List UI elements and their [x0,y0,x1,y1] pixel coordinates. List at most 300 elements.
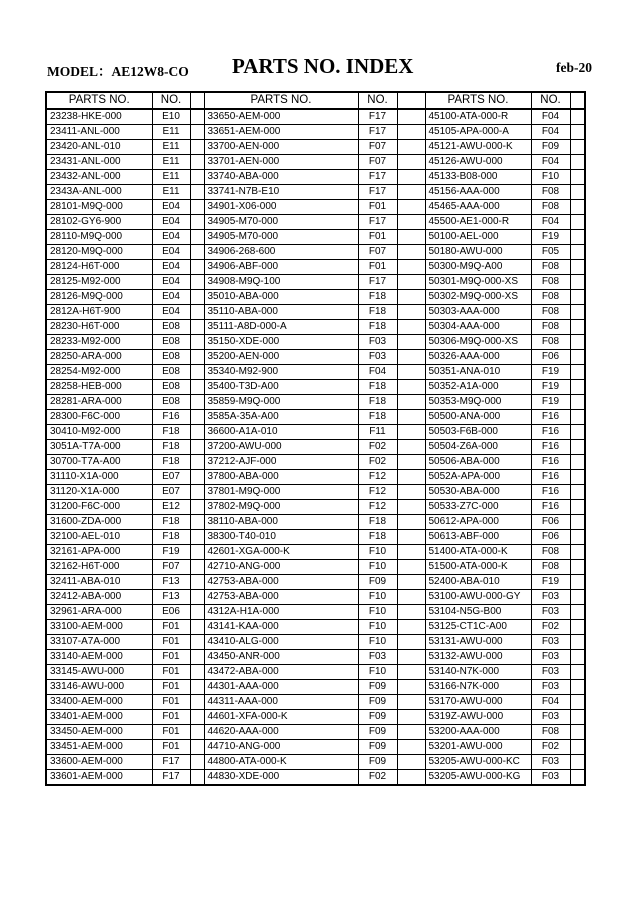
part-number-cell: 50503-F6B-000 [425,425,531,440]
spacer-cell [570,575,585,590]
spacer-cell [570,125,585,140]
model-label: MODEL：AE12W8-CO [47,64,189,79]
spacer-cell [397,290,425,305]
page-ref-cell: F09 [358,740,397,755]
part-number-cell: 34901-X06-000 [204,200,358,215]
page-ref-cell: F12 [358,500,397,515]
part-number-cell: 37200-AWU-000 [204,440,358,455]
page-ref-cell: F07 [152,560,190,575]
part-number-cell: 50100-AEL-000 [425,230,531,245]
spacer-cell [190,590,204,605]
page-ref-cell: F18 [358,515,397,530]
page-ref-cell: F10 [358,560,397,575]
page-ref-cell: F16 [531,410,570,425]
spacer-cell [190,530,204,545]
spacer-cell [190,605,204,620]
spacer-cell [397,545,425,560]
spacer-cell [570,455,585,470]
spacer-cell [397,109,425,125]
part-number-cell: 23431-ANL-000 [46,155,152,170]
part-number-cell: 50303-AAA-000 [425,305,531,320]
page-ref-cell: F06 [531,530,570,545]
part-number-cell: 32162-H6T-000 [46,560,152,575]
spacer-cell [397,530,425,545]
part-number-cell: 45133-B08-000 [425,170,531,185]
table-row [46,530,585,545]
spacer-cell [397,425,425,440]
page-ref-cell: F10 [531,170,570,185]
part-number-cell: 32411-ABA-010 [46,575,152,590]
spacer-cell [397,485,425,500]
page-ref-cell: F08 [531,185,570,200]
spacer-cell [570,470,585,485]
table-row [46,335,585,350]
part-number-cell: 33650-AEM-000 [204,109,358,125]
spacer-cell [570,425,585,440]
part-number-cell: 45500-AE1-000-R [425,215,531,230]
page-ref-cell: F09 [531,140,570,155]
page-ref-cell: F06 [531,515,570,530]
column-header-no: NO. [358,92,397,109]
part-number-cell: 30410-M92-000 [46,425,152,440]
spacer-cell [190,200,204,215]
part-number-cell: 35859-M9Q-000 [204,395,358,410]
spacer-cell [397,320,425,335]
spacer-cell [397,140,425,155]
page-ref-cell: F18 [358,410,397,425]
part-number-cell: 33451-AEM-000 [46,740,152,755]
part-number-cell: 50304-AAA-000 [425,320,531,335]
spacer-cell [397,560,425,575]
spacer-cell [397,245,425,260]
page-ref-cell: F03 [531,770,570,786]
page-ref-cell: F09 [358,695,397,710]
spacer-cell [570,605,585,620]
page-ref-cell: F02 [358,770,397,786]
part-number-cell: 43141-KAA-000 [204,620,358,635]
spacer-cell [570,770,585,786]
page-ref-cell: F18 [152,530,190,545]
table-row [46,275,585,290]
spacer-cell [397,410,425,425]
page-ref-cell: F03 [531,605,570,620]
page-ref-cell: E08 [152,365,190,380]
part-number-cell: 35200-AEN-000 [204,350,358,365]
table-row [46,755,585,770]
table-row [46,260,585,275]
spacer-cell [190,230,204,245]
parts-index-table [45,91,586,786]
spacer-cell [397,575,425,590]
page-ref-cell: F17 [152,755,190,770]
page-ref-cell: E11 [152,185,190,200]
page-ref-cell: F10 [358,665,397,680]
table-row [46,650,585,665]
part-number-cell: 35110-ABA-000 [204,305,358,320]
spacer-cell [397,755,425,770]
table-row [46,590,585,605]
page-ref-cell: F11 [358,425,397,440]
part-number-cell: 51500-ATA-000-K [425,560,531,575]
page-title: PARTS NO. INDEX [232,54,414,78]
spacer-cell [190,500,204,515]
part-number-cell: 50300-M9Q-A00 [425,260,531,275]
table-row [46,140,585,155]
page-ref-cell: F10 [358,590,397,605]
spacer-cell [570,710,585,725]
spacer-cell [190,665,204,680]
page-ref-cell: E08 [152,395,190,410]
page-ref-cell: E11 [152,170,190,185]
spacer-cell [397,500,425,515]
spacer-cell [397,665,425,680]
part-number-cell: 31600-ZDA-000 [46,515,152,530]
part-number-cell: 23420-ANL-010 [46,140,152,155]
part-number-cell: 36600-A1A-010 [204,425,358,440]
page-ref-cell: F16 [531,500,570,515]
page-ref-cell: F09 [358,680,397,695]
page-ref-cell: F02 [358,440,397,455]
part-number-cell: 53170-AWU-000 [425,695,531,710]
page-ref-cell: E08 [152,320,190,335]
spacer-cell [190,260,204,275]
table-row [46,170,585,185]
table-row [46,710,585,725]
part-number-cell: 4312A-H1A-000 [204,605,358,620]
page-ref-cell: F18 [152,455,190,470]
table-row [46,770,585,786]
table-row [46,635,585,650]
spacer-cell [397,215,425,230]
spacer-cell [190,695,204,710]
part-number-cell: 43472-ABA-000 [204,665,358,680]
page-ref-cell: E08 [152,335,190,350]
spacer-cell [397,365,425,380]
part-number-cell: 34906-ABF-000 [204,260,358,275]
part-number-cell: 53205-AWU-000-KG [425,770,531,786]
spacer-cell [570,440,585,455]
spacer-cell [190,680,204,695]
spacer-cell [397,470,425,485]
page-header [0,0,638,95]
page-ref-cell: F03 [531,680,570,695]
part-number-cell: 50533-Z7C-000 [425,500,531,515]
page-ref-cell: F09 [358,755,397,770]
spacer-cell [570,380,585,395]
column-header-parts-no: PARTS NO. [46,92,152,109]
table-row [46,215,585,230]
part-number-cell: 51400-ATA-000-K [425,545,531,560]
spacer-cell [570,140,585,155]
part-number-cell: 2343A-ANL-000 [46,185,152,200]
page-ref-cell: F19 [531,395,570,410]
spacer-cell [190,185,204,200]
part-number-cell: 33140-AEM-000 [46,650,152,665]
page-ref-cell: F01 [358,230,397,245]
part-number-cell: 53100-AWU-000-GY [425,590,531,605]
spacer-cell [190,545,204,560]
part-number-cell: 53201-AWU-000 [425,740,531,755]
page-ref-cell: F04 [531,155,570,170]
part-number-cell: 32961-ARA-000 [46,605,152,620]
table-row [46,305,585,320]
date-label: feb-20 [556,60,592,75]
page-ref-cell: F01 [152,620,190,635]
part-number-cell: 28230-H6T-000 [46,320,152,335]
table-row [46,515,585,530]
page-ref-cell: F03 [358,650,397,665]
part-number-cell: 28124-H6T-000 [46,260,152,275]
part-number-cell: 33145-AWU-000 [46,665,152,680]
part-number-cell: 3051A-T7A-000 [46,440,152,455]
spacer-cell [397,260,425,275]
spacer-cell [570,335,585,350]
part-number-cell: 33601-AEM-000 [46,770,152,786]
spacer-cell [397,605,425,620]
spacer-cell [570,290,585,305]
part-number-cell: 2812A-H6T-900 [46,305,152,320]
part-number-cell: 28120-M9Q-000 [46,245,152,260]
part-number-cell: 33401-AEM-000 [46,710,152,725]
part-number-cell: 23432-ANL-000 [46,170,152,185]
part-number-cell: 50306-M9Q-000-XS [425,335,531,350]
page-ref-cell: F03 [531,755,570,770]
part-number-cell: 35400-T3D-A00 [204,380,358,395]
part-number-cell: 31200-F6C-000 [46,500,152,515]
page-ref-cell: F10 [358,635,397,650]
page-ref-cell: F04 [531,695,570,710]
table-row [46,575,585,590]
page-ref-cell: F19 [531,230,570,245]
spacer-cell [397,185,425,200]
page-ref-cell: F08 [531,545,570,560]
spacer-cell [190,425,204,440]
table-row [46,440,585,455]
page-ref-cell: E04 [152,230,190,245]
part-number-cell: 44620-AAA-000 [204,725,358,740]
spacer-cell [570,230,585,245]
part-number-cell: 43450-ANR-000 [204,650,358,665]
table-row [46,200,585,215]
spacer-cell [570,350,585,365]
page-ref-cell: F01 [152,725,190,740]
page-ref-cell: F08 [531,725,570,740]
spacer-cell [397,155,425,170]
page-ref-cell: F07 [358,140,397,155]
spacer-cell [570,320,585,335]
table-row [46,665,585,680]
spacer-cell [190,140,204,155]
page-ref-cell: F17 [358,109,397,125]
page-ref-cell: F16 [531,485,570,500]
page-ref-cell: F04 [531,125,570,140]
page-ref-cell: F12 [358,485,397,500]
page-ref-cell: F04 [531,215,570,230]
spacer-cell [570,530,585,545]
column-header-parts-no: PARTS NO. [425,92,531,109]
page-ref-cell: F17 [152,770,190,786]
page-ref-cell: F06 [531,350,570,365]
spacer-cell [397,680,425,695]
spacer-cell [570,755,585,770]
part-number-cell: 37212-AJF-000 [204,455,358,470]
part-number-cell: 33700-AEN-000 [204,140,358,155]
spacer-cell [397,770,425,786]
part-number-cell: 23238-HKE-000 [46,109,152,125]
part-number-cell: 33450-AEM-000 [46,725,152,740]
part-number-cell: 33146-AWU-000 [46,680,152,695]
spacer-cell [570,365,585,380]
part-number-cell: 50500-ANA-000 [425,410,531,425]
part-number-cell: 33701-AEN-000 [204,155,358,170]
table-row [46,725,585,740]
part-number-cell: 31110-X1A-000 [46,470,152,485]
part-number-cell: 53132-AWU-000 [425,650,531,665]
page-ref-cell: F17 [358,215,397,230]
spacer-cell [190,560,204,575]
part-number-cell: 34908-M9Q-100 [204,275,358,290]
part-number-cell: 28126-M9Q-000 [46,290,152,305]
part-number-cell: 53104-N5G-B00 [425,605,531,620]
spacer-cell [397,695,425,710]
spacer-cell [190,515,204,530]
part-number-cell: 53205-AWU-000-KC [425,755,531,770]
spacer-cell [570,185,585,200]
spacer-cell [397,650,425,665]
spacer-cell [190,620,204,635]
table-row [46,380,585,395]
page-ref-cell: F01 [152,740,190,755]
part-number-cell: 33107-A7A-000 [46,635,152,650]
part-number-cell: 35010-ABA-000 [204,290,358,305]
page-ref-cell: F18 [358,305,397,320]
part-number-cell: 28250-ARA-000 [46,350,152,365]
page-ref-cell: F17 [358,125,397,140]
page-ref-cell: F18 [358,290,397,305]
page-ref-cell: F10 [358,545,397,560]
spacer-cell [397,305,425,320]
part-number-cell: 5052A-APA-000 [425,470,531,485]
spacer-cell [190,275,204,290]
part-number-cell: 50180-AWU-000 [425,245,531,260]
spacer-cell [570,109,585,125]
table-row [46,485,585,500]
page-ref-cell: F09 [358,575,397,590]
page-ref-cell: F19 [531,575,570,590]
page-ref-cell: E08 [152,350,190,365]
table-row [46,395,585,410]
table-row [46,185,585,200]
spacer-cell [397,725,425,740]
spacer-cell [397,515,425,530]
part-number-cell: 34905-M70-000 [204,230,358,245]
page-ref-cell: E12 [152,500,190,515]
page-ref-cell: E08 [152,380,190,395]
table-row [46,470,585,485]
page-ref-cell: F07 [358,155,397,170]
part-number-cell: 28254-M92-000 [46,365,152,380]
part-number-cell: 34905-M70-000 [204,215,358,230]
part-number-cell: 53125-CT1C-A00 [425,620,531,635]
page-ref-cell: F01 [152,665,190,680]
page-ref-cell: F07 [358,245,397,260]
page-ref-cell: F03 [358,350,397,365]
spacer-cell [570,500,585,515]
part-number-cell: 28102-GY6-900 [46,215,152,230]
page-ref-cell: F16 [531,425,570,440]
spacer-cell [190,320,204,335]
part-number-cell: 50351-ANA-010 [425,365,531,380]
part-number-cell: 50504-Z6A-000 [425,440,531,455]
part-number-cell: 23411-ANL-000 [46,125,152,140]
page-ref-cell: F05 [531,245,570,260]
page-ref-cell: F03 [531,635,570,650]
spacer-cell [570,275,585,290]
part-number-cell: 32100-AEL-010 [46,530,152,545]
page-ref-cell: F09 [358,725,397,740]
table-header-row [46,92,585,109]
spacer-cell [570,485,585,500]
table-row [46,425,585,440]
page-ref-cell: E04 [152,215,190,230]
part-number-cell: 44301-AAA-000 [204,680,358,695]
spacer-cell [190,470,204,485]
spacer-cell [570,305,585,320]
part-number-cell: 45105-APA-000-A [425,125,531,140]
spacer-cell [190,410,204,425]
spacer-cell [397,275,425,290]
page-ref-cell: F18 [358,530,397,545]
page-ref-cell: F16 [531,470,570,485]
part-number-cell: 42753-ABA-000 [204,575,358,590]
spacer-cell [190,710,204,725]
page-ref-cell: F18 [152,440,190,455]
part-number-cell: 50302-M9Q-000-XS [425,290,531,305]
part-number-cell: 42710-ANG-000 [204,560,358,575]
part-number-cell: 52400-ABA-010 [425,575,531,590]
page-ref-cell: F08 [531,320,570,335]
spacer-cell [570,695,585,710]
page-ref-cell: F13 [152,575,190,590]
page-ref-cell: F02 [531,740,570,755]
page-ref-cell: F12 [358,470,397,485]
part-number-cell: 35340-M92-900 [204,365,358,380]
part-number-cell: 30700-T7A-A00 [46,455,152,470]
page-ref-cell: F08 [531,305,570,320]
spacer-cell [397,635,425,650]
page-ref-cell: E07 [152,485,190,500]
page-ref-cell: E04 [152,275,190,290]
spacer-cell [570,650,585,665]
part-number-cell: 45100-ATA-000-R [425,109,531,125]
page-ref-cell: F16 [531,440,570,455]
spacer-cell [190,305,204,320]
table-row [46,245,585,260]
spacer-cell [570,545,585,560]
spacer-cell [397,395,425,410]
spacer-cell [397,200,425,215]
spacer-cell [570,215,585,230]
page-ref-cell: F18 [152,515,190,530]
spacer-cell [570,665,585,680]
spacer-cell [570,155,585,170]
spacer-cell [190,755,204,770]
part-number-cell: 33651-AEM-000 [204,125,358,140]
part-number-cell: 31120-X1A-000 [46,485,152,500]
part-number-cell: 50352-A1A-000 [425,380,531,395]
page-ref-cell: F03 [531,650,570,665]
part-number-cell: 44830-XDE-000 [204,770,358,786]
